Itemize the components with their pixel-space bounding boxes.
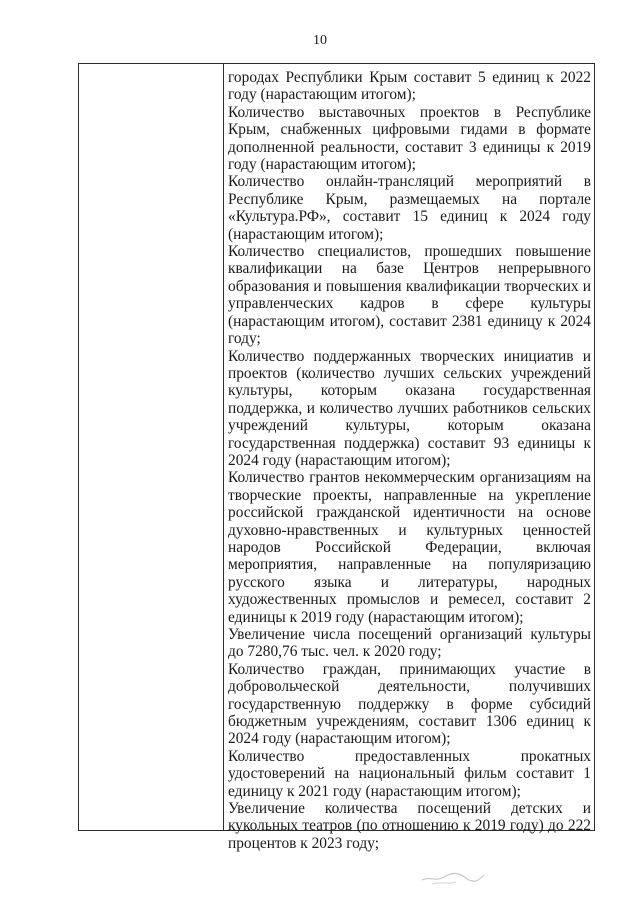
page-number: 10 [313,33,327,48]
table-text-item: Количество специалистов, прошедших повышение квалификации на базе Центров непрерывного образования и повышения квалификации творческих и управленческих кадров в сфере культуры (нарастающим итогом), составит 2381 единицу к 2024 году; [228,243,591,348]
table-left-cell [79,64,224,830]
scan-artifact-mark [418,866,488,888]
table-text-item: Количество поддержанных творческих инициатив и проектов (количество лучших сельских учреждений культуры, которым оказана государственная поддержка, и количество лучших работников сельских учреждений культуры, которым оказана государственная поддержка) составит 93 единицы к 2024 году (нарастающим итогом); [228,347,591,469]
table-text-item: Увеличение числа посещений организаций культуры до 7280,76 тыс. чел. к 2020 году; [228,626,591,661]
table-text-item: Увеличение количества посещений детских и кукольных театров (по отношению к 2019 году) до 222 процентов к 2023 году; [228,800,591,852]
table-right-cell [224,64,594,852]
content-table [78,63,595,852]
table-text-item: Количество предоставленных прокатных удостоверений на национальный фильм составит 1 единицу к 2021 году (нарастающим итогом); [228,747,591,800]
table-text-item: Количество онлайн-трансляций мероприятий в Республике Крым, размещаемых на портале «Культура.РФ», составит 15 единиц к 2024 году (нарастающим итогом); [228,173,591,243]
table-text-item: Количество граждан, принимающих участие в добровольческой деятельности, получивших государственную поддержку в форме субсидий бюджетным учреждениям, составит 1306 единиц к 2024 году (нарастающим итогом); [228,660,591,748]
table-text-item: Количество выставочных проектов в Республике Крым, снабженных цифровыми гидами в формате дополненной реальности, составит 3 единицы к 2019 году (нарастающим итогом); [228,103,591,174]
table-text-item: Количество грантов некоммерческим организациям на творческие проекты, направленные на укрепление российской гражданской идентичности на основе духовно-нравственных и культурных ценностей народов Российской Федерации, включая мероприятия, направленные на популяризацию русского языка и литературы, народных художественных промыслов и ремесел, составит 2 единицы к 2019 году (нарастающим итогом); [228,469,591,626]
table-text-item: городах Республики Крым составит 5 единиц к 2022 году (нарастающим итогом); [228,69,591,104]
